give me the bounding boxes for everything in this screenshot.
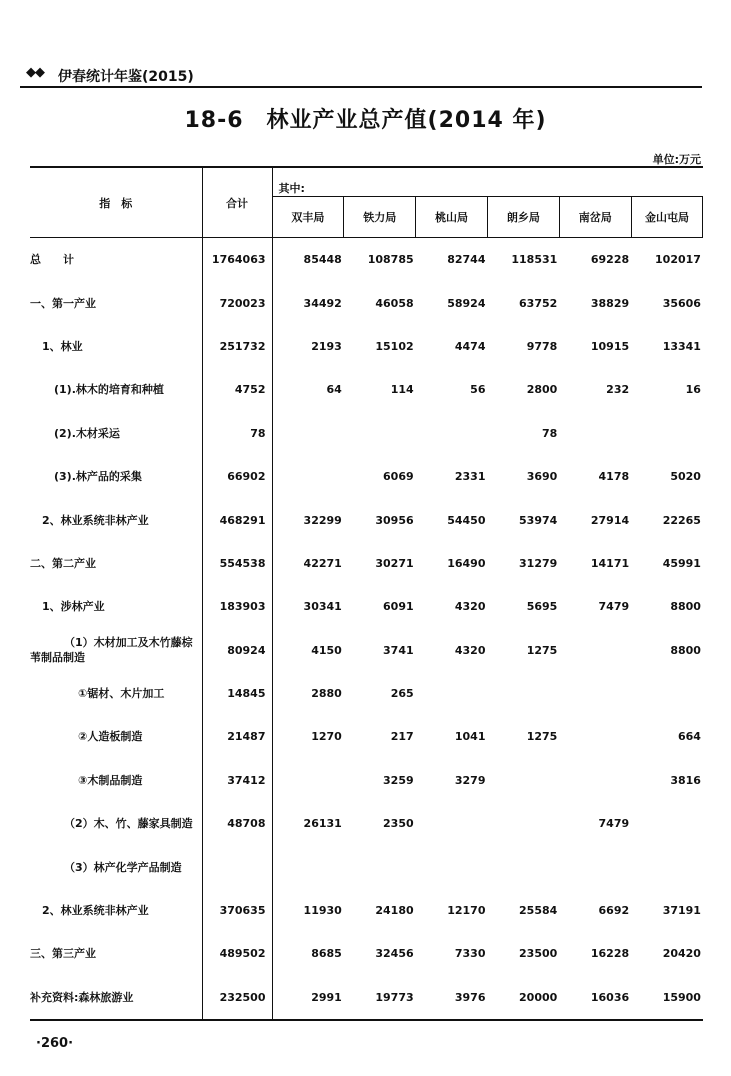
value-cell: 35606 [662, 296, 701, 310]
row-label: 补充资料:森林旅游业 [30, 976, 202, 1020]
value-cell: 4320 [454, 600, 486, 614]
value-cell: 2193 [311, 339, 342, 353]
total-cell: 720023 [202, 281, 272, 324]
value-cell [631, 802, 703, 845]
row-label: (1).林木的培育和种植 [30, 368, 202, 411]
value-cell: 6091 [383, 600, 414, 614]
value-cell: 8800 [670, 600, 701, 614]
total-cell: 251732 [202, 325, 272, 368]
value-cell: 8800 [670, 643, 701, 657]
value-cell: 2800 [526, 383, 558, 397]
row-label: （3）林产化学产品制造 [30, 845, 202, 888]
data-table-container [30, 166, 703, 1021]
value-cell: 16228 [590, 947, 630, 961]
total-cell: 554538 [202, 542, 272, 585]
value-cell [272, 412, 344, 455]
total-cell [202, 845, 272, 888]
row-label: 总 计 [30, 238, 202, 282]
sub-column-header: 双丰局 [272, 197, 344, 238]
value-cell: 2331 [454, 470, 486, 484]
total-cell: 21487 [202, 715, 272, 758]
yearbook-title: 伊春统计年鉴(2015) [58, 69, 194, 85]
value-cell [416, 845, 488, 888]
table-row [30, 715, 703, 758]
value-cell: 14171 [590, 556, 630, 570]
table-row [30, 845, 703, 888]
table-header [30, 167, 703, 238]
index-column-header: 指 标 [30, 167, 202, 238]
value-cell: 4320 [454, 643, 486, 657]
value-cell [487, 802, 559, 845]
value-cell: 2991 [272, 976, 344, 1020]
value-cell: 3279 [454, 773, 486, 787]
total-cell: 14845 [202, 672, 272, 715]
value-cell: 118531 [511, 253, 558, 267]
value-cell: 9778 [526, 339, 558, 353]
value-cell: 54450 [447, 513, 486, 527]
value-cell: 32299 [303, 513, 342, 527]
value-cell: 53974 [519, 513, 558, 527]
row-label: ②人造板制造 [30, 715, 202, 758]
value-cell [344, 845, 416, 888]
total-cell: 66902 [202, 455, 272, 498]
value-cell: 7479 [598, 600, 630, 614]
row-label: 一、第一产业 [30, 281, 202, 324]
total-column-header: 合计 [202, 167, 272, 238]
value-cell: 6069 [383, 470, 414, 484]
value-cell [559, 759, 631, 802]
total-cell: 489502 [202, 932, 272, 975]
table-row [30, 412, 703, 455]
value-cell: 30956 [375, 513, 414, 527]
value-cell: 1275 [526, 643, 558, 657]
value-cell [631, 845, 703, 888]
value-cell: 34492 [303, 296, 342, 310]
diamond-icon: ◆◆ [26, 65, 44, 80]
running-header [20, 64, 702, 88]
row-label: ③木制品制造 [30, 759, 202, 802]
table-row [30, 542, 703, 585]
value-cell: 78 [542, 426, 558, 440]
value-cell: 19773 [344, 976, 416, 1020]
total-cell: 80924 [202, 629, 272, 672]
total-cell: 1764063 [202, 238, 272, 282]
value-cell [416, 412, 488, 455]
value-cell: 63752 [519, 296, 558, 310]
row-label: （1）木材加工及木竹藤棕苇制品制造 [30, 629, 202, 672]
table-body [30, 238, 703, 1021]
value-cell: 16036 [559, 976, 631, 1020]
value-cell: 27914 [590, 513, 630, 527]
value-cell: 46058 [375, 296, 414, 310]
value-cell: 31279 [519, 556, 558, 570]
value-cell: 15900 [631, 976, 703, 1020]
value-cell: 13341 [662, 339, 701, 353]
row-label: 2、林业系统非林产业 [30, 889, 202, 932]
total-cell: 370635 [202, 889, 272, 932]
value-cell [272, 845, 344, 888]
value-cell: 30271 [375, 556, 414, 570]
total-cell: 48708 [202, 802, 272, 845]
row-label: 二、第二产业 [30, 542, 202, 585]
value-cell: 1275 [526, 730, 558, 744]
unit-label: 单位:万元 [652, 153, 701, 166]
table-row [30, 629, 703, 672]
row-label: 1、林业 [30, 325, 202, 368]
value-cell: 20000 [487, 976, 559, 1020]
value-cell: 1041 [454, 730, 486, 744]
table-row [30, 976, 703, 1020]
value-cell [272, 455, 344, 498]
value-cell: 265 [390, 687, 414, 701]
total-cell: 4752 [202, 368, 272, 411]
value-cell: 16 [685, 383, 701, 397]
value-cell: 4178 [598, 470, 630, 484]
value-cell: 38829 [590, 296, 630, 310]
total-cell: 37412 [202, 759, 272, 802]
value-cell: 10915 [590, 339, 630, 353]
table-row [30, 281, 703, 324]
value-cell [344, 412, 416, 455]
value-cell: 2880 [311, 687, 342, 701]
total-cell: 232500 [202, 976, 272, 1020]
value-cell: 7479 [598, 817, 630, 831]
value-cell [631, 412, 703, 455]
sub-column-header: 桃山局 [416, 197, 488, 238]
value-cell: 26131 [303, 817, 342, 831]
value-cell: 5020 [670, 470, 701, 484]
row-label: 2、林业系统非林产业 [30, 498, 202, 541]
value-cell: 85448 [303, 253, 342, 267]
value-cell: 1270 [311, 730, 342, 744]
value-cell: 23500 [519, 947, 558, 961]
value-cell: 3741 [383, 643, 414, 657]
value-cell: 37191 [662, 904, 701, 918]
value-cell [487, 845, 559, 888]
value-cell: 4150 [311, 643, 342, 657]
value-cell: 30341 [303, 600, 342, 614]
value-cell [559, 845, 631, 888]
value-cell: 45991 [662, 556, 701, 570]
value-cell: 8685 [311, 947, 342, 961]
row-label: ①锯材、木片加工 [30, 672, 202, 715]
value-cell [487, 672, 559, 715]
table-row [30, 498, 703, 541]
row-label: 三、第三产业 [30, 932, 202, 975]
value-cell: 12170 [447, 904, 486, 918]
of-which-header: 其中: [278, 182, 305, 195]
value-cell [559, 412, 631, 455]
value-cell: 11930 [303, 904, 342, 918]
total-cell: 78 [202, 412, 272, 455]
table-row [30, 238, 703, 282]
row-label: (2).木材采运 [30, 412, 202, 455]
value-cell: 56 [470, 383, 486, 397]
sub-column-header: 金山屯局 [631, 197, 703, 238]
value-cell [559, 672, 631, 715]
value-cell [487, 759, 559, 802]
sub-column-header: 朗乡局 [487, 197, 559, 238]
value-cell: 3976 [416, 976, 488, 1020]
value-cell: 7330 [454, 947, 486, 961]
value-cell: 22265 [662, 513, 701, 527]
table-row [30, 672, 703, 715]
value-cell: 82744 [447, 253, 486, 267]
table-row [30, 368, 703, 411]
page-number: ·260· [36, 1036, 74, 1051]
value-cell [559, 715, 631, 758]
value-cell: 32456 [375, 947, 414, 961]
value-cell: 15102 [375, 339, 414, 353]
table-row [30, 889, 703, 932]
row-label: 1、涉林产业 [30, 585, 202, 628]
total-cell: 183903 [202, 585, 272, 628]
value-cell [416, 802, 488, 845]
value-cell [272, 759, 344, 802]
forestry-output-table [30, 166, 703, 1021]
table-row [30, 455, 703, 498]
value-cell [559, 629, 631, 672]
value-cell: 114 [390, 383, 414, 397]
value-cell: 25584 [519, 904, 558, 918]
table-row [30, 802, 703, 845]
sub-column-header: 南岔局 [559, 197, 631, 238]
value-cell [631, 672, 703, 715]
value-cell: 64 [326, 383, 342, 397]
row-label: （2）木、竹、藤家具制造 [30, 802, 202, 845]
value-cell: 3259 [383, 773, 414, 787]
value-cell: 5695 [526, 600, 558, 614]
value-cell: 20420 [662, 947, 701, 961]
value-cell: 69228 [590, 253, 630, 267]
value-cell: 2350 [383, 817, 414, 831]
value-cell: 3690 [526, 470, 558, 484]
table-row [30, 325, 703, 368]
total-cell: 468291 [202, 498, 272, 541]
value-cell: 58924 [447, 296, 486, 310]
value-cell: 6692 [598, 904, 630, 918]
value-cell: 108785 [367, 253, 414, 267]
value-cell: 3816 [670, 773, 701, 787]
sub-column-header: 铁力局 [344, 197, 416, 238]
table-row [30, 585, 703, 628]
value-cell: 102017 [655, 253, 701, 267]
value-cell [416, 672, 488, 715]
page-title: 18-6 林业产业总产值(2014 年) [184, 108, 547, 133]
table-row [30, 759, 703, 802]
value-cell: 24180 [375, 904, 414, 918]
value-cell: 232 [606, 383, 630, 397]
table-row [30, 932, 703, 975]
value-cell: 664 [678, 730, 701, 744]
value-cell: 4474 [454, 339, 486, 353]
row-label: (3).林产品的采集 [30, 455, 202, 498]
value-cell: 42271 [303, 556, 342, 570]
value-cell: 16490 [447, 556, 486, 570]
value-cell: 217 [390, 730, 414, 744]
